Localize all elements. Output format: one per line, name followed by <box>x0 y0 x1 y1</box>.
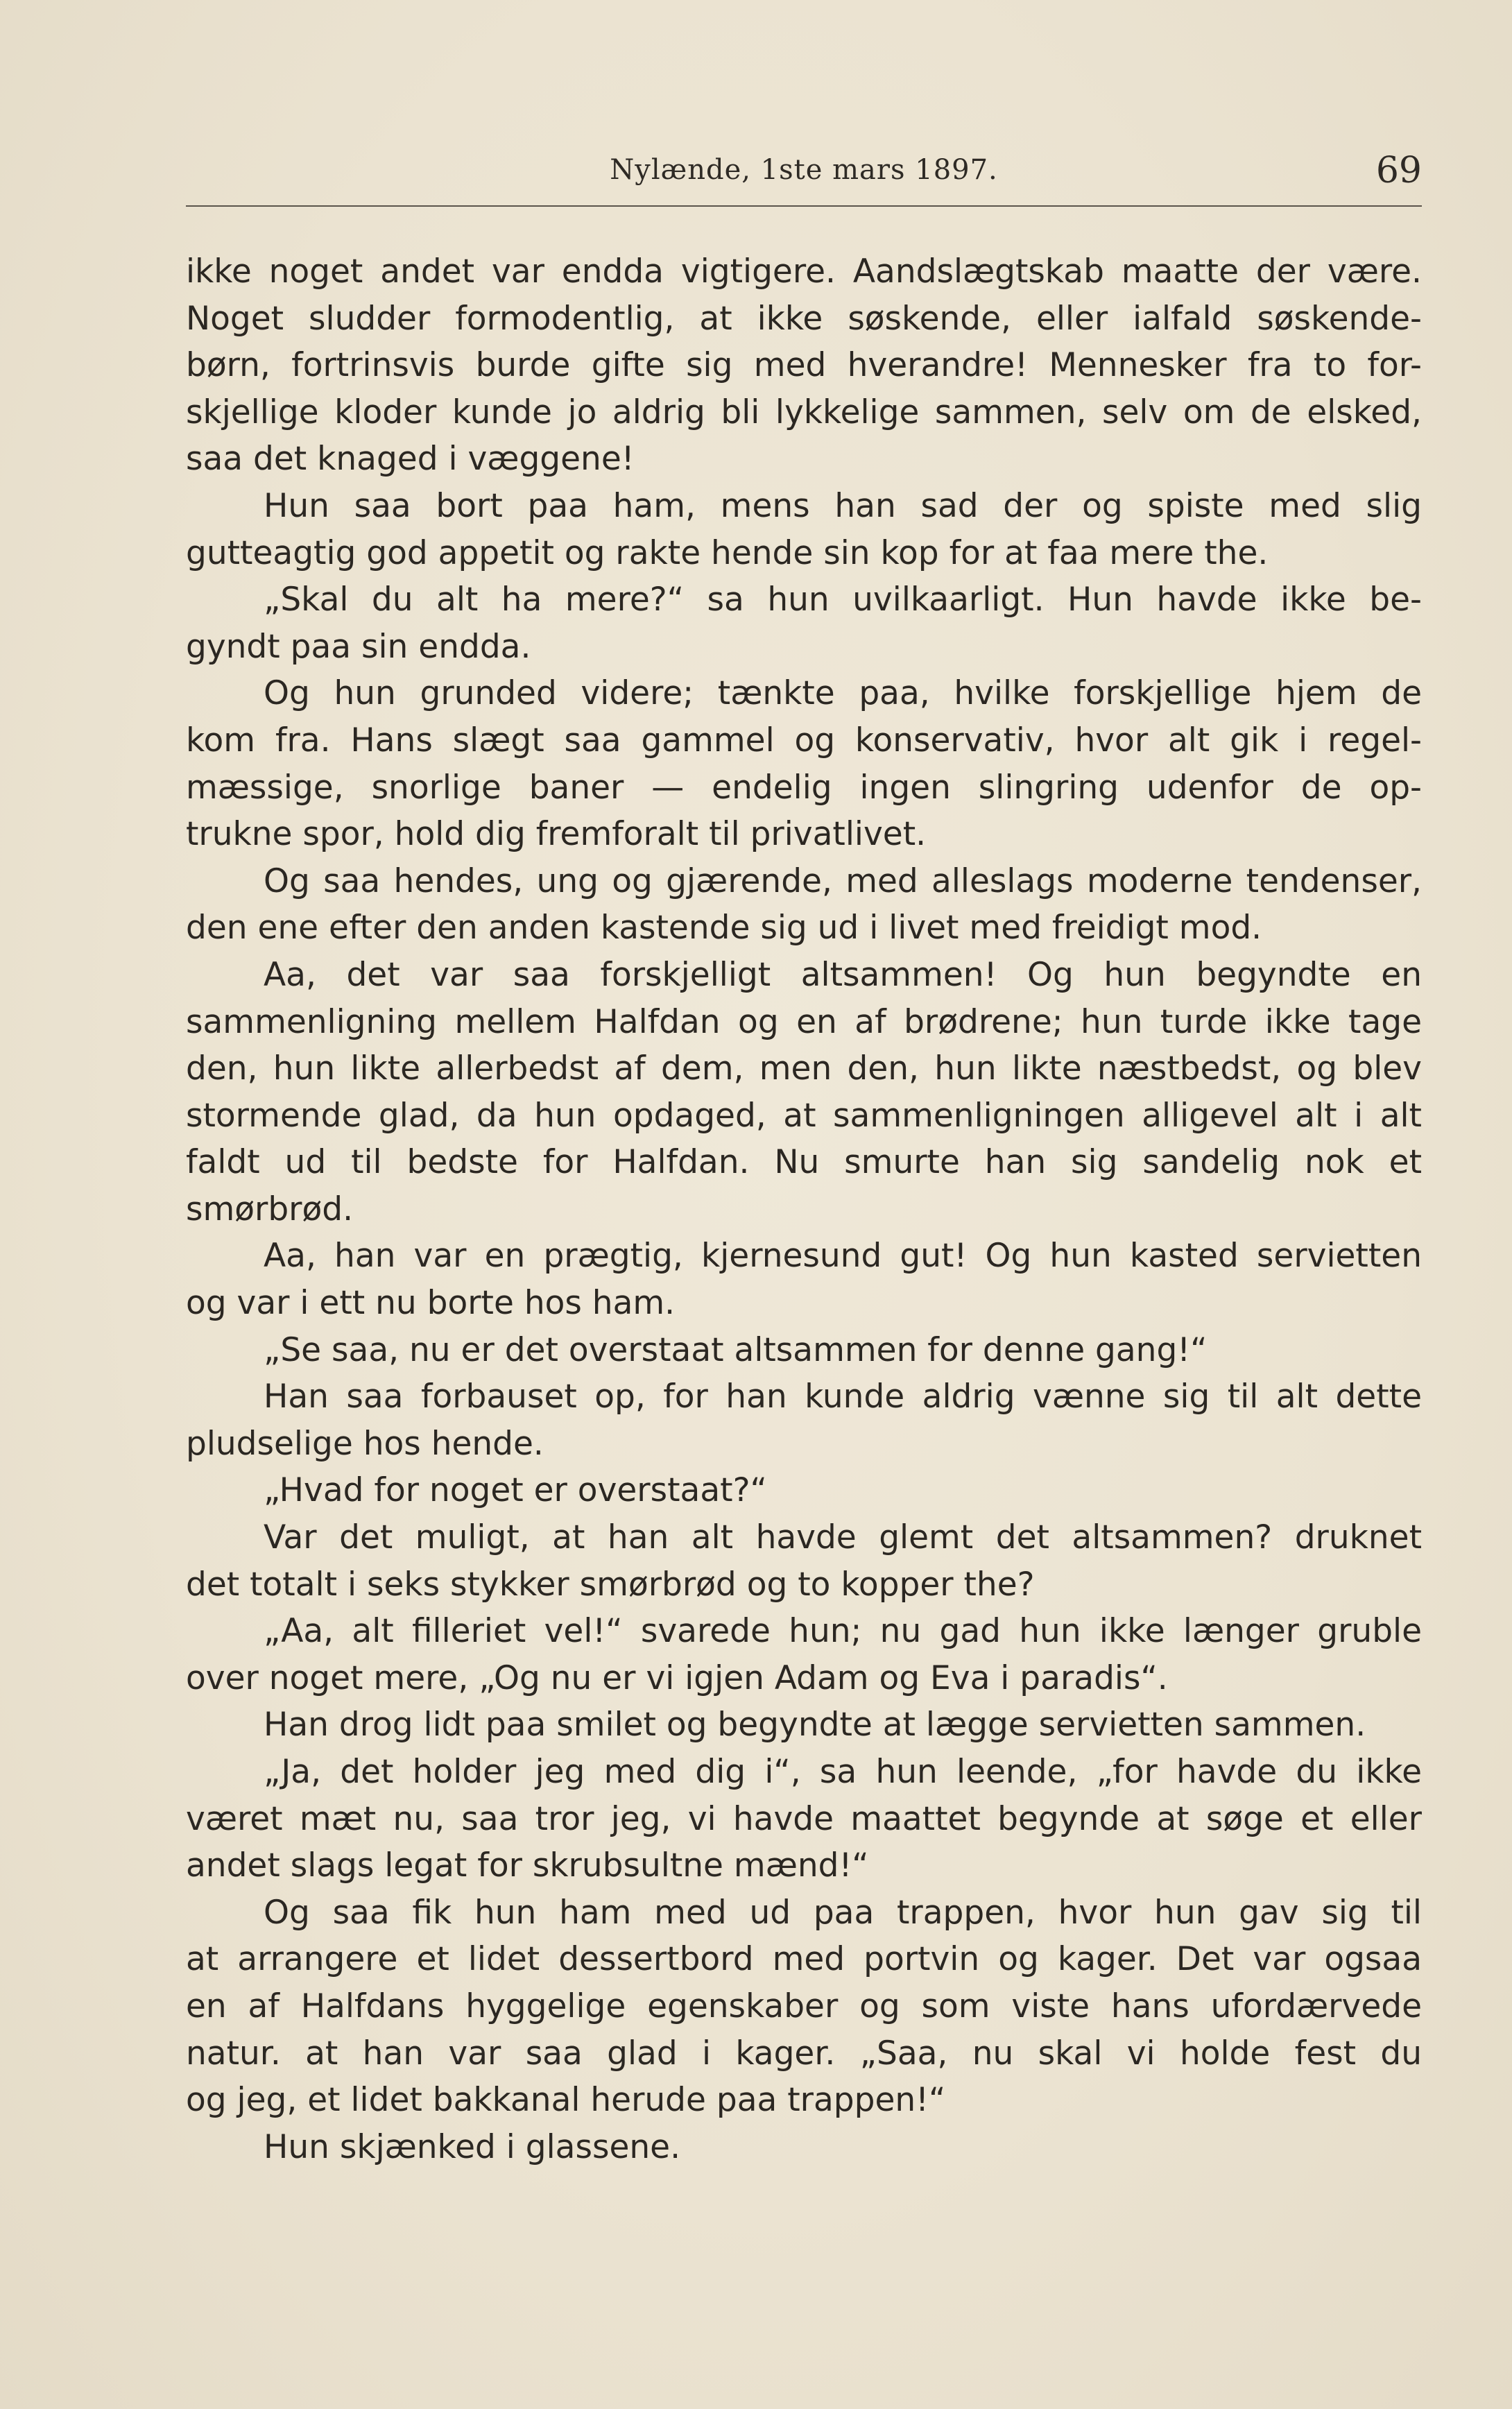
text-line: over noget mere, „Og nu er vi igjen Adam og Eva i paradis“. <box>186 1658 1168 1697</box>
text-line: saa det knaged i væggene! <box>186 440 635 479</box>
text-line: den ene efter den anden kastende sig ud i livet med freidigt mod. <box>186 909 1262 948</box>
text-line: at arrangere et lidet dessertbord med portvin og kager. Det var ogsaa <box>186 1940 1422 1979</box>
text-line: børn, fortrinsvis burde gifte sig med hverandre! Mennesker fra to for- <box>186 346 1422 385</box>
text-line: „Skal du alt ha mere?“ sa hun uvilkaarligt. Hun havde ikke be- <box>264 581 1422 619</box>
text-line: været mæt nu, saa tror jeg, vi havde maattet begynde at søge et eller <box>186 1799 1422 1838</box>
text-line: sammenligning mellem Halfdan og en af brødrene; hun turde ikke tage <box>186 1002 1422 1041</box>
header-rule <box>186 205 1422 207</box>
text-line: Han saa forbauset op, for han kunde aldrig vænne sig til alt dette <box>264 1378 1422 1416</box>
text-line: ikke noget andet var endda vigtigere. Aandslægtskab maatte der være. <box>186 252 1422 291</box>
text-line: natur. at han var saa glad i kager. „Saa, nu skal vi holde fest du <box>186 2034 1422 2073</box>
text-line: trukne spor, hold dig fremforalt til privatlivet. <box>186 815 927 854</box>
text-line: og var i ett nu borte hos ham. <box>186 1284 676 1323</box>
text-line: en af Halfdans hyggelige egenskaber og som viste hans ufordærvede <box>186 1987 1422 2025</box>
text-line: Og saa hendes, ung og gjærende, med alleslags moderne tendenser, <box>264 861 1422 900</box>
text-line: Og hun grunded videre; tænkte paa, hvilke forskjellige hjem de <box>264 674 1422 713</box>
text-line: „Hvad for noget er overstaat?“ <box>264 1471 767 1510</box>
body-text <box>186 248 1422 2170</box>
running-head <box>186 150 1422 203</box>
text-line: Aa, det var saa forskjelligt altsammen! Og hun begyndte en <box>264 955 1422 994</box>
text-line: Var det muligt, at han alt havde glemt det altsammen? druknet <box>264 1518 1422 1557</box>
text-line: mæssige, snorlige baner — endelig ingen slingring udenfor de op- <box>186 768 1422 807</box>
text-line: faldt ud til bedste for Halfdan. Nu smurte han sig sandelig nok et <box>186 1143 1422 1182</box>
text-line: kom fra. Hans slægt saa gammel og konservativ, hvor alt gik i regel- <box>186 721 1422 760</box>
text-line: „Aa, alt filleriet vel!“ svarede hun; nu gad hun ikke længer gruble <box>264 1612 1422 1651</box>
text-line: pludselige hos hende. <box>186 1424 544 1463</box>
journal-issue-line: Nylænde, 1ste mars 1897. <box>610 154 998 186</box>
text-line: skjellige kloder kunde jo aldrig bli lykkelige sammen, selv om de elsked, <box>186 393 1422 431</box>
text-line: Aa, han var en prægtig, kjernesund gut! Og hun kasted servietten <box>264 1237 1422 1276</box>
text-line: Og saa fik hun ham med ud paa trappen, hvor hun gav sig til <box>264 1893 1422 1932</box>
text-line: „Se saa, nu er det overstaat altsammen for denne gang!“ <box>264 1330 1208 1369</box>
text-line: Noget sludder formodentlig, at ikke søskende, eller ialfald søskende- <box>186 299 1422 338</box>
text-line: „Ja, det holder jeg med dig i“, sa hun leende, „for havde du ikke <box>264 1753 1422 1791</box>
text-line: gyndt paa sin endda. <box>186 627 531 666</box>
text-line: andet slags legat for skrubsultne mænd!“ <box>186 1846 869 1885</box>
text-line: og jeg, et lidet bakkanal herude paa trappen!“ <box>186 2081 946 2120</box>
text-line: smørbrød. <box>186 1190 354 1228</box>
text-line: Hun skjænked i glassene. <box>264 2127 681 2166</box>
text-line: Hun saa bort paa ham, mens han sad der og spiste med slig <box>264 486 1422 525</box>
text-line: stormende glad, da hun opdaged, at sammenligningen alligevel alt i alt <box>186 1096 1422 1135</box>
text-line: Han drog lidt paa smilet og begyndte at lægge servietten sammen. <box>264 1706 1366 1744</box>
text-line: gutteagtig god appetit og rakte hende sin kop for at faa mere the. <box>186 533 1269 572</box>
text-line: det totalt i seks stykker smørbrød og to kopper the? <box>186 1565 1035 1604</box>
text-line: den, hun likte allerbedst af dem, men den, hun likte næstbedst, og blev <box>186 1049 1422 1088</box>
page-number: 69 <box>1375 150 1422 191</box>
